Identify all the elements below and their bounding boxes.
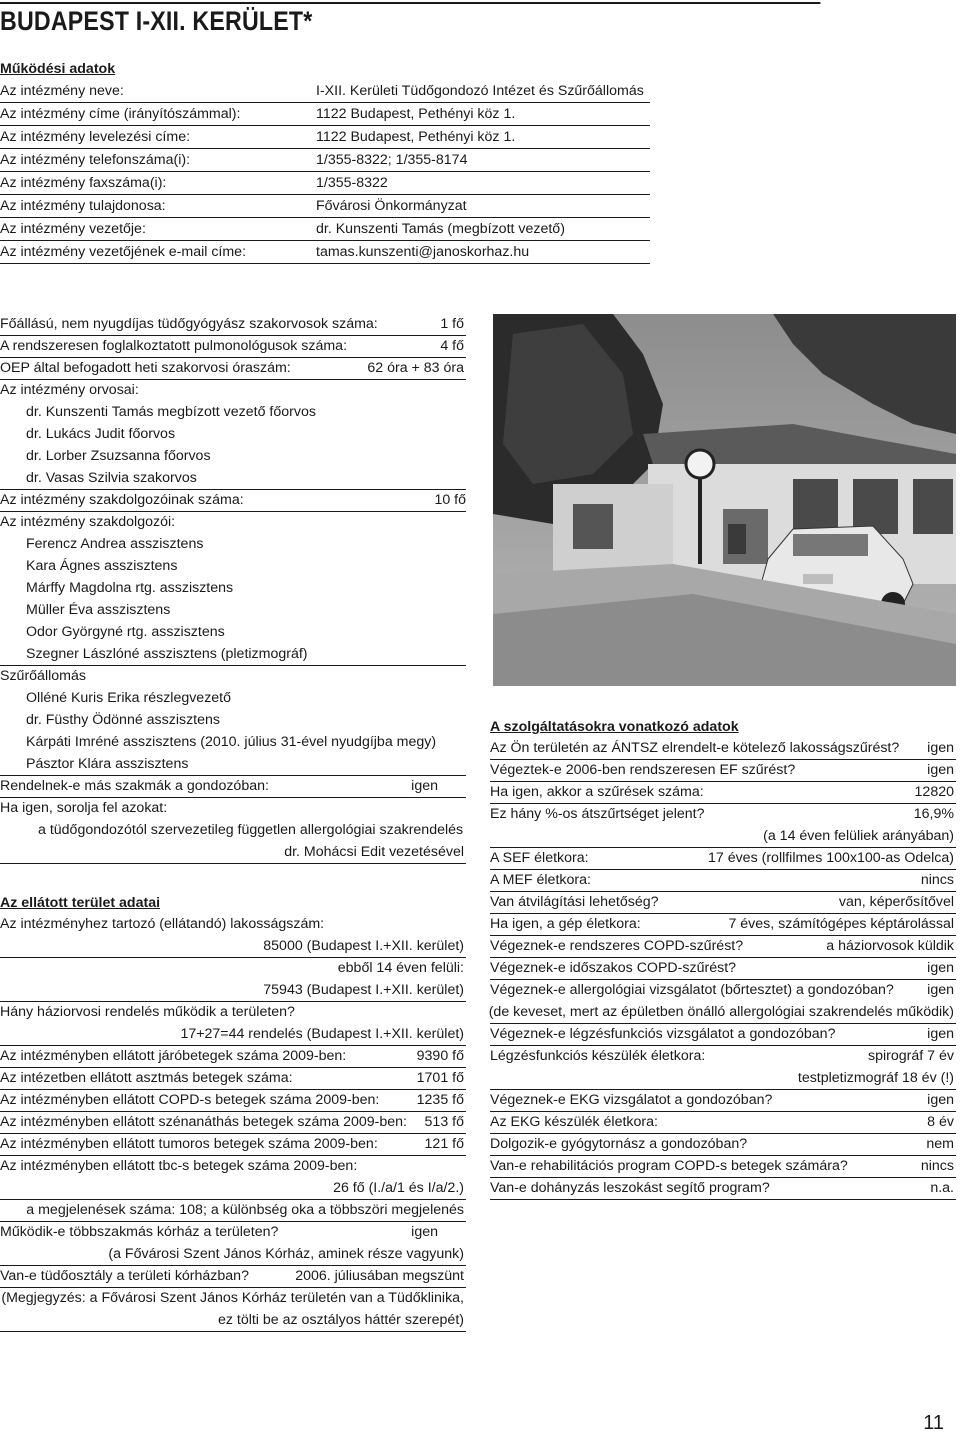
- row-value: (de keveset, mert az épületben önálló allergológiai szakrendelés működik): [488, 1004, 954, 1020]
- row-label: Az intézményben ellátott tbc-s betegek száma 2009-ben:: [0, 1158, 358, 1174]
- row-label: Az intézmény orvosai:: [0, 382, 139, 398]
- row-label: Végeznek-e rendszeres COPD-szűrést?: [490, 938, 744, 954]
- row-label: Márffy Magdolna rtg. asszisztens: [26, 580, 234, 596]
- info-label: Az intézmény vezetője:: [0, 221, 146, 237]
- info-value: dr. Kunszenti Tamás (megbízott vezető): [316, 221, 565, 237]
- info-value: I-XII. Kerületi Tüdőgondozó Intézet és Szűrőállomás: [316, 83, 644, 99]
- assistant-count-row: [0, 490, 466, 512]
- doctor-item: [0, 402, 466, 424]
- services-section: [490, 716, 956, 1200]
- service-row: [490, 782, 956, 804]
- section-heading: A szolgáltatásokra vonatkozó adatok: [490, 719, 739, 735]
- row-label: Dolgozik-e gyógytornász a gondozóban?: [490, 1136, 748, 1152]
- visits-note: [0, 1200, 466, 1222]
- doctors-label: [0, 380, 466, 402]
- row-value: n.a.: [930, 1180, 954, 1196]
- row-value: 17+27=44 rendelés (Budapest I.+XII. kerület): [180, 1026, 464, 1042]
- screening-staff-item: [0, 732, 466, 754]
- service-row: [490, 1024, 956, 1046]
- row-value: 85000 (Budapest I.+XII. kerület): [263, 938, 464, 954]
- row-value: (Megjegyzés: a Fővárosi Szent János Kórház területén van a Tüdőklinika,: [1, 1290, 464, 1306]
- row-label: Pásztor Klára asszisztens: [26, 756, 189, 772]
- screening-staff-item: [0, 754, 466, 776]
- row-label: Van átvilágítási lehetőség?: [490, 894, 659, 910]
- row-value: dr. Mohácsi Edit vezetésével: [284, 844, 464, 860]
- row-value: 4 fő: [440, 338, 464, 354]
- row-value: 1701 fő: [416, 1070, 464, 1086]
- row-label: Szegner Lászlóné asszisztens (pletizmográf): [26, 646, 308, 662]
- info-label: Az intézmény faxszáma(i):: [0, 175, 167, 191]
- row-label: dr. Kunszenti Tamás megbízott vezető főorvos: [26, 404, 316, 420]
- row-label: Végeznek-e légzésfunkciós vizsgálatot a gondozóban?: [490, 1026, 836, 1042]
- row-label: Ferencz Andrea asszisztens: [26, 536, 204, 552]
- service-row: [490, 1068, 956, 1090]
- service-row: [490, 1002, 956, 1024]
- screening-staff-item: [0, 688, 466, 710]
- patient-count-row: [0, 1134, 466, 1156]
- row-value: 2006. júliusában megszünt: [295, 1268, 464, 1284]
- row-label: Végeznek-e allergológiai vizsgálatot (bőrtesztet) a gondozóban?: [490, 982, 894, 998]
- info-label: Az intézmény telefonszáma(i):: [0, 152, 191, 168]
- doctor-item: [0, 446, 466, 468]
- staff-count-row: [0, 358, 466, 380]
- row-label: dr. Füsthy Ödönné asszisztens: [26, 712, 220, 728]
- row-value: 62 óra + 83 óra: [367, 360, 464, 376]
- info-label: Az intézmény levelezési címe:: [0, 129, 191, 145]
- assistant-item: [0, 644, 466, 666]
- row-value: 513 fő: [424, 1114, 464, 1130]
- service-row: [490, 1178, 956, 1200]
- row-value: 9390 fő: [416, 1048, 464, 1064]
- service-row: [490, 760, 956, 782]
- row-label: Ha igen, sorolja fel azokat:: [0, 800, 168, 816]
- row-value: igen: [927, 1026, 954, 1042]
- row-value: igen: [411, 1224, 438, 1240]
- over-14-value: [0, 980, 466, 1002]
- remark-line: [0, 1288, 466, 1310]
- row-value: (a 14 éven felüliek arányában): [763, 828, 954, 844]
- served-area-section: [0, 892, 466, 1332]
- multispecialty-row: [0, 1222, 466, 1244]
- row-label: Légzésfunkciós készülék életkora:: [490, 1048, 706, 1064]
- patient-count-row: [0, 1046, 466, 1068]
- service-row: [490, 804, 956, 826]
- row-label: Működik-e többszakmás kórház a területen?: [0, 1224, 279, 1240]
- assistant-item: [0, 534, 466, 556]
- section-heading: Az ellátott terület adatai: [0, 895, 161, 911]
- row-value: a megjelenések száma: 108; a különbség oka a többszöri megjelenés: [26, 1202, 464, 1218]
- patient-count-row: [0, 1112, 466, 1134]
- row-label: Müller Éva asszisztens: [26, 602, 171, 618]
- row-label: dr. Lukács Judit főorvos: [26, 426, 176, 442]
- row-value: 8 év: [927, 1114, 954, 1130]
- row-value: 75943 (Budapest I.+XII. kerület): [263, 982, 464, 998]
- lung-ward-row: [0, 1266, 466, 1288]
- service-row: [490, 848, 956, 870]
- tbc-label: [0, 1156, 466, 1178]
- row-value: 1235 fő: [416, 1092, 464, 1108]
- row-value: nincs: [920, 1158, 954, 1174]
- row-value: 7 éves, számítógépes képtárolással: [728, 916, 954, 932]
- row-value: igen: [927, 762, 954, 778]
- service-row: [490, 1090, 956, 1112]
- population-value: [0, 936, 466, 958]
- service-row: [490, 958, 956, 980]
- gp-count-value: [0, 1024, 466, 1046]
- info-value: 1/355-8322; 1/355-8174: [316, 152, 468, 168]
- assistant-item: [0, 622, 466, 644]
- row-label: Végeztek-e 2006-ben rendszeresen EF szűrést?: [490, 762, 796, 778]
- row-value: van, képerősítővel: [838, 894, 954, 910]
- row-label: Az intézmény szakdolgozóinak száma:: [0, 492, 244, 508]
- info-value: tamas.kunszenti@janoskorhaz.hu: [316, 244, 530, 260]
- info-row: [0, 195, 650, 218]
- row-label: a tüdőgondozótól szervezetileg független allergológiai szakrendelés: [38, 822, 464, 838]
- service-row: [490, 936, 956, 958]
- row-label: Kara Ágnes asszisztens: [26, 558, 178, 574]
- row-value: 12820: [914, 784, 954, 800]
- row-value: igen: [927, 740, 954, 756]
- row-value: 17 éves (rollfilmes 100x100-as Odelca): [707, 850, 954, 866]
- service-row: [490, 892, 956, 914]
- row-value: igen: [927, 1092, 954, 1108]
- info-label: Az intézmény neve:: [0, 83, 124, 99]
- info-row: [0, 172, 650, 195]
- section-heading: Működési adatok: [0, 61, 116, 77]
- row-label: Szűrőállomás: [0, 668, 86, 684]
- info-value: 1122 Budapest, Pethényi köz 1.: [316, 129, 516, 145]
- row-value: ebből 14 éven felüli:: [337, 960, 464, 976]
- row-value: a háziorvosok küldik: [826, 938, 954, 954]
- service-row: [490, 1134, 956, 1156]
- assistants-label: [0, 512, 466, 534]
- row-label: A rendszeresen foglalkoztatott pulmonológusok száma:: [0, 338, 348, 354]
- row-value: 26 fő (I./a/1 és I/a/2.): [333, 1180, 464, 1196]
- multispecialty-note: [0, 1244, 466, 1266]
- info-row: [0, 149, 650, 172]
- tbc-value: [0, 1178, 466, 1200]
- row-label: A SEF életkora:: [490, 850, 589, 866]
- building-photo-image: [493, 314, 956, 686]
- row-label: Olléné Kuris Erika részlegvezető: [26, 690, 232, 706]
- info-row: [0, 80, 650, 103]
- population-label: [0, 914, 466, 936]
- row-value: 16,9%: [913, 806, 954, 822]
- screening-staff-item: [0, 710, 466, 732]
- row-value: igen: [411, 778, 438, 794]
- service-row: [490, 1112, 956, 1134]
- info-label: Az intézmény címe (irányítószámmal):: [0, 106, 241, 122]
- row-label: Az EKG készülék életkora:: [490, 1114, 658, 1130]
- info-label: Az intézmény tulajdonosa:: [0, 198, 166, 214]
- building-photo: [493, 314, 956, 686]
- row-label: Van-e dohányzás leszokást segítő program?: [490, 1180, 770, 1196]
- allergology-lead: [0, 842, 466, 864]
- row-label: Végeznek-e EKG vizsgálatot a gondozóban?: [490, 1092, 773, 1108]
- staff-count-row: [0, 314, 466, 336]
- service-row: [490, 1156, 956, 1178]
- doctor-item: [0, 468, 466, 490]
- row-value: igen: [927, 982, 954, 998]
- row-label: OEP által befogadott heti szakorvosi óraszám:: [0, 360, 291, 376]
- info-value: Fővárosi Önkormányzat: [316, 198, 467, 214]
- row-value: 121 fő: [424, 1136, 464, 1152]
- info-row: [0, 126, 650, 149]
- row-value: spirográf 7 év: [868, 1048, 954, 1064]
- row-value: nincs: [920, 872, 954, 888]
- service-row: [490, 980, 956, 1002]
- row-value: nem: [926, 1136, 954, 1152]
- row-value: 1 fő: [440, 316, 464, 332]
- staff-count-row: [0, 336, 466, 358]
- info-row: [0, 218, 650, 241]
- remark-line: [0, 1310, 466, 1332]
- assistant-item: [0, 556, 466, 578]
- row-label: Ez hány %-os átszűrtséget jelent?: [490, 806, 705, 822]
- staff-section: [0, 314, 466, 864]
- row-label: Az intézményben ellátott járóbetegek száma 2009-ben:: [0, 1048, 347, 1064]
- row-label: A MEF életkora:: [490, 872, 591, 888]
- row-label: Az intézmény szakdolgozói:: [0, 514, 176, 530]
- row-label: Kárpáti Imréné asszisztens (2010. július 31-ével nyudgíjba megy): [26, 734, 437, 750]
- patient-count-row: [0, 1068, 466, 1090]
- service-row: [490, 826, 956, 848]
- row-label: dr. Lorber Zsuzsanna főorvos: [26, 448, 211, 464]
- service-row: [490, 738, 956, 760]
- row-label: Van-e rehabilitációs program COPD-s betegek számára?: [490, 1158, 848, 1174]
- info-row: [0, 241, 650, 264]
- info-value: 1122 Budapest, Pethényi köz 1.: [316, 106, 516, 122]
- row-label: Ha igen, a gép életkora:: [490, 916, 641, 932]
- operating-data-section: [0, 58, 650, 264]
- service-row: [490, 1046, 956, 1068]
- row-label: Odor Györgyné rtg. asszisztens: [26, 624, 225, 640]
- row-label: Ha igen, akkor a szűrések száma:: [490, 784, 704, 800]
- row-label: dr. Vasas Szilvia szakorvos: [26, 470, 197, 486]
- service-row: [490, 870, 956, 892]
- row-label: Az intézetben ellátott asztmás betegek száma:: [0, 1070, 293, 1086]
- row-value: ez tölti be az osztályos háttér szerepét): [217, 1312, 464, 1328]
- info-value: 1/355-8322: [316, 175, 388, 191]
- row-label: Az intézményben ellátott tumoros betegek száma 2009-ben:: [0, 1136, 378, 1152]
- gp-count-label: [0, 1002, 466, 1024]
- over-14-label: [0, 958, 466, 980]
- service-row: [490, 914, 956, 936]
- info-label: Az intézmény vezetőjének e-mail címe:: [0, 244, 247, 260]
- row-label: Rendelnek-e más szakmák a gondozóban:: [0, 778, 269, 794]
- row-value: 10 fő: [434, 492, 466, 508]
- row-label: Végeznek-e időszakos COPD-szűrést?: [490, 960, 737, 976]
- page-number: 11: [923, 1412, 944, 1434]
- row-value: (a Fővárosi Szent János Kórház, aminek része vagyunk): [108, 1246, 464, 1262]
- row-label: Van-e tüdőosztály a területi kórházban?: [0, 1268, 249, 1284]
- row-label: Az intézményben ellátott szénanáthás betegek száma 2009-ben:: [0, 1114, 407, 1130]
- screening-station-label: [0, 666, 466, 688]
- row-label: Hány háziorvosi rendelés működik a területen?: [0, 1004, 295, 1020]
- assistant-item: [0, 578, 466, 600]
- page-title: BUDAPEST I-XII. KERÜLET*: [0, 2, 820, 42]
- assistant-item: [0, 600, 466, 622]
- row-label: Az intézményben ellátott COPD-s betegek száma 2009-ben:: [0, 1092, 380, 1108]
- row-value: testpletizmográf 18 év (!): [797, 1070, 954, 1086]
- row-label: Az Ön területén az ÁNTSZ elrendelt-e kötelező lakosságszűrést?: [490, 740, 900, 756]
- allergology-item: [0, 820, 466, 842]
- patient-count-row: [0, 1090, 466, 1112]
- row-label: Főállású, nem nyugdíjas tüdőgyógyász szakorvosok száma:: [0, 316, 378, 332]
- row-label: Az intézményhez tartozó (ellátandó) lakosságszám:: [0, 916, 325, 932]
- list-them-label: [0, 798, 466, 820]
- row-value: igen: [927, 960, 954, 976]
- info-row: [0, 103, 650, 126]
- doctor-item: [0, 424, 466, 446]
- other-specialties-row: [0, 776, 466, 798]
